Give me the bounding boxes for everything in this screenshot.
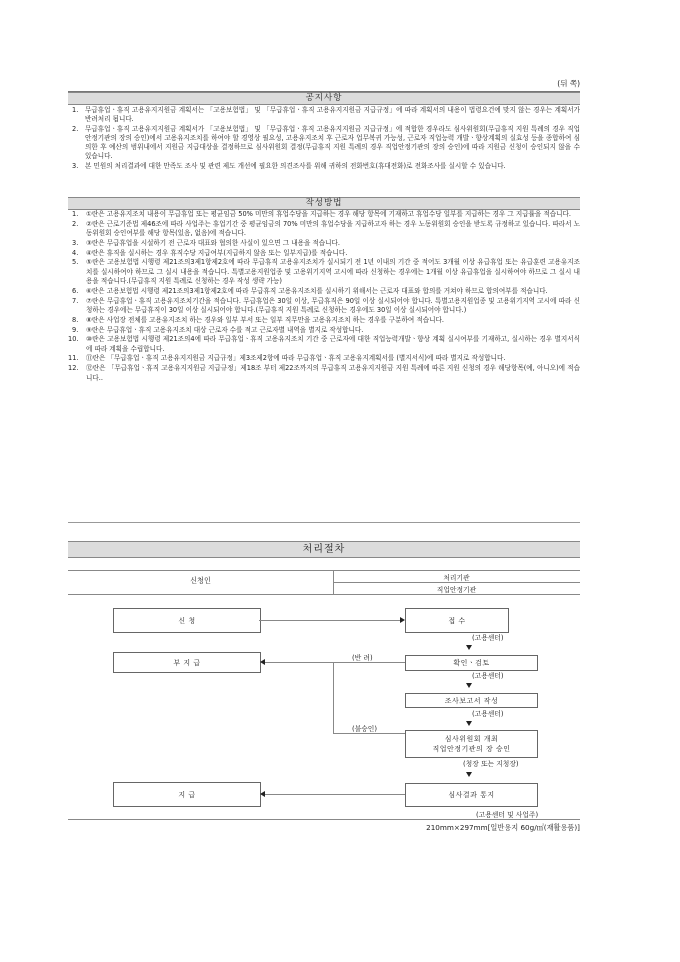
report-box: 조사보고서 작성 — [405, 693, 538, 708]
pay-arrow-line — [265, 794, 405, 795]
method-item: 7. ⑦란은 무급휴업ㆍ휴직 고용유지조치기간을 적습니다. 무급휴업은 30일 이상, 무급휴직은 90일 이상 실시되어야 합니다. 특별고용지원업종 및 고용위기지역 고시에 따라 신청하는 경우에는 무급휴직이 30일 이상 실시되어야 합니다.(무급휴직 지원 특례로 신청하는 경우에도 30일 이상 실시되어야 합니다.) — [72, 296, 580, 314]
disapprove-label: (불승인) — [352, 725, 378, 733]
method-item: 6. ⑥란은 고용보험법 시행령 제21조의3제1항제2호에 따라 무급휴직 고용유지조치를 실시하기 위해서는 근로자 대표와 합의를 거쳐야 하므로 합의여부를 적습니다. — [72, 286, 548, 295]
arrow-down-icon — [466, 721, 472, 726]
committee-sub: (청장 또는 지청장) — [463, 760, 519, 768]
method-item: 12. ⑫란은 「무급휴업ㆍ휴직 고용유지지원금 지급규정」제18조 부터 제22조까지의 무급휴직 고용유지지원금 지원 특례에 따른 지원 신청의 경우 해당항목(예, 아니오)에 적습니다.. — [68, 364, 580, 382]
page-side-label: (뒤 쪽) — [557, 79, 580, 88]
committee-line-1: 심사위원회 개최 — [444, 735, 499, 743]
reject-label: (반 려) — [352, 654, 373, 662]
review-box: 확인ㆍ검토 — [405, 655, 538, 671]
agency-header-rule — [333, 582, 580, 583]
pay-box: 지 급 — [113, 782, 261, 807]
apply-arrow-line — [259, 620, 400, 621]
notice-item: 1. 무급휴업ㆍ휴직 고용유지지원금 계획서는 「고용보험법」 및 「무급휴업ㆍ휴직 고용유지지원금 지급규정」에 따라 계획서의 내용이 법령요건에 맞지 않는 경우는 계획서가 반려처리 됩니다. — [72, 106, 580, 124]
procedure-rule — [68, 594, 580, 595]
report-sub: (고용센터) — [472, 710, 504, 718]
notice-item: 3. 본 민원의 처리결과에 대한 만족도 조사 및 관련 제도 개선에 필요한 의견조사를 위해 귀하의 전화번호(휴대전화)로 전화조사를 실시할 수 있습니다. — [72, 161, 506, 170]
disapprove-connector — [333, 733, 405, 734]
procedure-rule — [68, 570, 580, 571]
agency-header-1: 처리기관 — [443, 574, 470, 582]
arrow-down-icon — [466, 772, 472, 777]
method-item: 9. ⑨란은 무급휴업ㆍ휴직 고용유지조치 대상 근로자 수를 적고 근로자별 내역을 별지로 작성합니다. — [72, 325, 364, 334]
apply-box: 신 청 — [113, 608, 261, 633]
method-list — [68, 210, 580, 383]
method-item: 8. ⑧란은 사업장 전체를 고용유지조치 하는 경우와 일부 부서 또는 일부 직무만을 고용유지조치 하는 경우를 구분하여 적습니다. — [72, 315, 444, 324]
notify-box: 심사결과 통지 — [405, 783, 538, 807]
section-divider — [68, 522, 580, 523]
committee-line-2: 직업안정기관의 장 승인 — [432, 745, 511, 753]
applicant-header: 신청인 — [190, 576, 211, 585]
method-title: 작성방법 — [68, 197, 580, 210]
committee-box — [405, 730, 538, 758]
notice-item: 2. 무급휴업ㆍ휴직 고용유지지원금 계획서가 「고용보험법」 및 「무급휴업ㆍ휴직 고용유지지원금 지급규정」에 적합한 경우라도 심사위원회(무급휴직 지원 특례의 경우 직업안정기관의 장의 승인)에서 고용유지조치를 하여야 할 경영상 필요성, 고용유지조치 후 근로자 업무복귀 가능성, 근로자 직업능력 개발ㆍ향상계획의 실효성 등을 종합하여 심의한 후 예산의 범위내에서 지원금 지급대상을 결정하므로 심사위원회 결정(무급휴직 지원 특례의 경우 직업안정기관의 장의 승인)에 따라 지원금 신청이 승인되지 않을 수 있습니다. — [72, 124, 580, 161]
method-item: 2. ②란은 근로기준법 제46조에 따라 사업주는 휴업기간 중 평균임금의 70% 미만의 휴업수당을 지급하고자 하는 경우 노동위원회 승인을 받도록 규정하고 있습니다. 따라서 노동위원회 승인여부를 해당 항목(있음, 없음)에 적습니다. — [72, 219, 580, 238]
bottom-rule — [68, 819, 580, 820]
method-item: 5. ⑤란은 고용보험법 시행령 제21조의3제1항제2호에 따라 무급휴직 고용유지조치가 실시되기 전 1년 이내의 기간 중 적어도 3개월 이상 유급휴업 또는 유급훈련 고용유지조치를 실시하여야 하므로 그 실시 내용을 적습니다. 특별고용지원업종 및 고용위기지역 고시에 따라 신청하는 경우에는 1개월 이상 유급휴업을 실시하여야 하므로 그 실시 내용을 적습니다.(무급휴직 지원 특례로 신청하는 경우 작성 생략 가능) — [72, 258, 580, 286]
agency-header-2: 직업안정기관 — [436, 586, 477, 594]
review-sub: (고용센터) — [472, 672, 504, 680]
receipt-box: 접 수 — [405, 608, 509, 633]
method-item: 11. ⑪란은 「무급휴업ㆍ휴직 고용유지지원금 지급규정」제3조제2항에 따라 무급휴업ㆍ휴직 고용유지계획서를 (별지서식)에 따라 별지로 작성합니다. — [68, 354, 506, 363]
notify-sub: (고용센터 및 사업주) — [476, 811, 539, 819]
method-item: 1. ①란은 고용유지조치 내용이 무급휴업 또는 평균임금 50% 미만의 휴업수당을 지급하는 경우 해당 항목에 기재하고 휴업수당 일부를 지급하는 경우 그 지급률을 적습니다. — [72, 210, 571, 218]
arrow-down-icon — [466, 683, 472, 688]
reject-arrow-line — [265, 662, 405, 663]
method-item: 10. ⑩란은 고용보험법 시행령 제21조의4에 따라 무급휴업ㆍ휴직 고용유지조치 기간 중 근로자에 대한 직업능력개발ㆍ향상 계획 실시여부를 기재하고, 실시하는 경우 별지서식에 따라 계획을 수립합니다. — [68, 335, 580, 353]
procedure-title: 처리절차 — [68, 541, 580, 558]
paper-spec: 210mm×297mm[일반용지 60g/㎡(재활용품)] — [426, 823, 580, 832]
method-item: 3. ③란은 무급휴업을 시설하기 전 근로자 대표와 협의한 사실이 있으면 그 내용을 적습니다. — [72, 238, 340, 247]
arrow-down-icon — [466, 645, 472, 650]
notice-list — [68, 106, 580, 171]
method-item: 4. ④란은 휴직을 실시하는 경우 휴직수당 지급여부(지급하지 않음 또는 일부지급)를 적습니다. — [72, 248, 348, 257]
reject-box: 부 지 급 — [113, 652, 261, 673]
receipt-sub: (고용센터) — [472, 634, 504, 642]
notice-title: 공지사항 — [68, 92, 580, 105]
disapprove-connector — [333, 662, 334, 733]
